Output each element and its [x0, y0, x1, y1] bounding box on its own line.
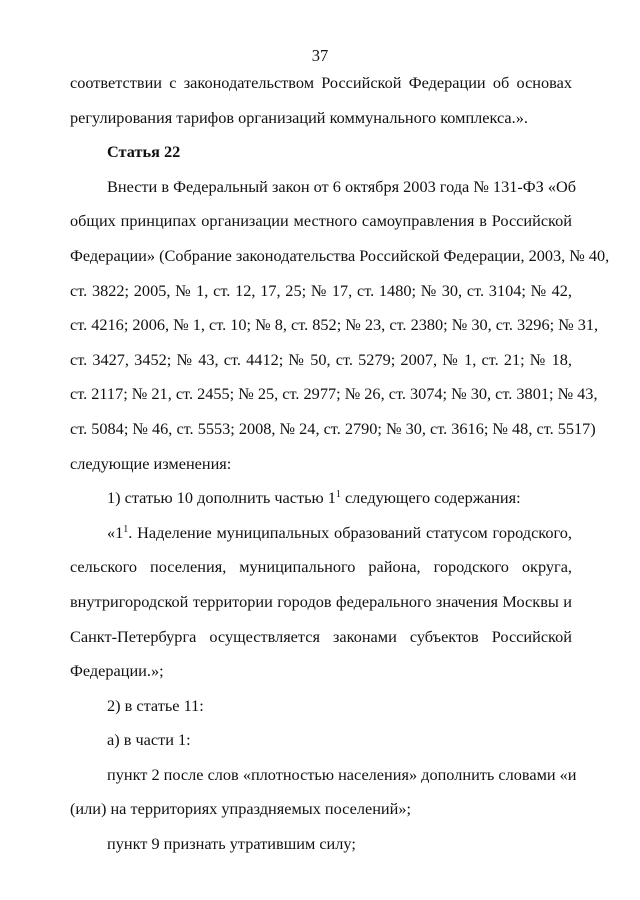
- text-line: ст. 3427, 3452; № 43, ст. 4412; № 50, ст. 5279; 2007, № 1, ст. 21; № 18,: [70, 349, 572, 369]
- text-line: пункт 2 после слов «плотностью населения» дополнить словами «и: [107, 764, 577, 784]
- superscript: 1: [335, 489, 341, 501]
- text-line: Федерации» (Собрание законодательства Российской Федерации, 2003, № 40,: [70, 245, 610, 265]
- sub-item-a: а) в части 1:: [107, 730, 191, 750]
- text-line: ст. 3822; 2005, № 1, ст. 12, 17, 25; № 17, ст. 1480; № 30, ст. 3104; № 42,: [70, 280, 572, 300]
- text-line: регулирования тарифов организаций коммунального комплекса.».: [70, 107, 528, 127]
- superscript: 1: [123, 523, 129, 535]
- quoted-part: [70, 516, 572, 551]
- page-number: 37: [311, 46, 329, 65]
- text-segment: 1) статью 10 дополнить частью 1: [107, 488, 336, 508]
- text-line: сельского поселения, муниципального района, городского округа,: [70, 557, 572, 577]
- text-segment: следующего содержания:: [340, 488, 521, 508]
- text-line: следующие изменения:: [70, 453, 232, 473]
- list-item-2: 2) в статье 11:: [107, 695, 204, 715]
- text-line: общих принципах организации местного самоуправления в Российской: [70, 211, 572, 231]
- text-line: ст. 4216; 2006, № 1, ст. 10; № 8, ст. 852; № 23, ст. 2380; № 30, ст. 3296; № 31,: [70, 315, 599, 335]
- document-body: [70, 66, 610, 862]
- text-line: Федерации.»;: [70, 661, 164, 681]
- text-line: соответствии с законодательством Российской Федерации об основах: [70, 73, 572, 92]
- text-line: Внести в Федеральный закон от 6 октября 2003 года № 131-ФЗ «Об: [107, 176, 577, 196]
- list-item-1: [70, 481, 572, 516]
- text-line: ст. 2117; № 21, ст. 2455; № 25, ст. 2977; № 26, ст. 3074; № 30, ст. 3801; № 43,: [70, 384, 598, 404]
- text-line: Санкт-Петербурга осуществляется законами субъектов Российской: [70, 626, 572, 646]
- article-heading: Статья 22: [107, 142, 181, 162]
- text-line: (или) на территориях упраздняемых поселений»;: [70, 799, 411, 819]
- text-line: внутригородской территории городов федерального значения Москвы и: [70, 591, 572, 611]
- text-line: пункт 9 признать утратившим силу;: [107, 834, 356, 854]
- text-segment: «1: [107, 522, 124, 542]
- text-segment: . Наделение муниципальных образований статусом городского,: [128, 522, 572, 542]
- text-line: ст. 5084; № 46, ст. 5553; 2008, № 24, ст. 2790; № 30, ст. 3616; № 48, ст. 5517): [70, 418, 596, 438]
